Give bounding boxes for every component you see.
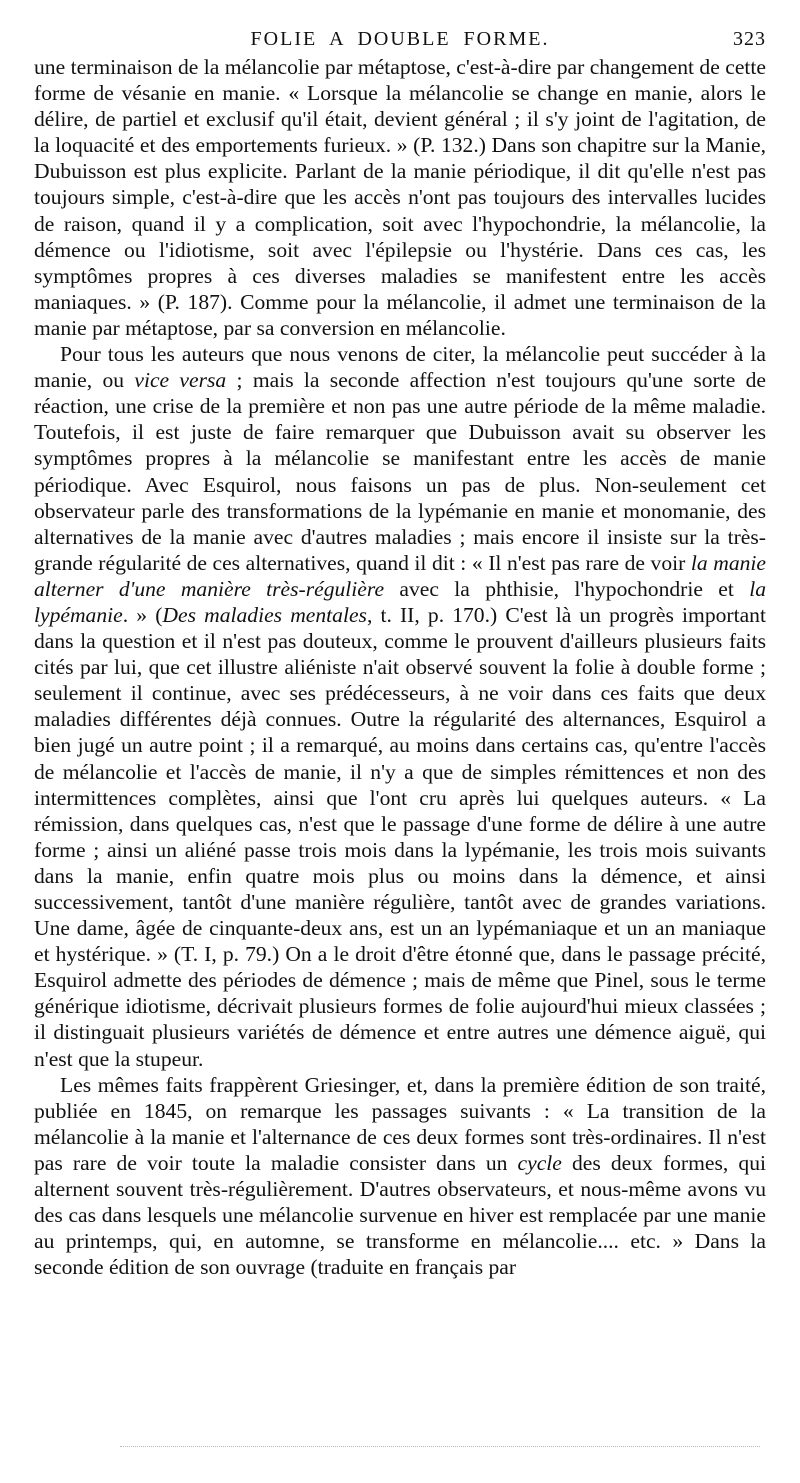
italic-text: cycle <box>517 1150 562 1175</box>
text-run: des deux formes, qui alternent souvent très-régulièrement. D'autres observateurs, et nous-même avons vu des cas dans lesquels une mélancolie survenue en hiver est remplacée par une manie au printemps, qui, en automne, se transforme en mélancolie.... etc. » Dans la seconde édition de son ouvrage (traduite en français par <box>34 1150 767 1280</box>
paragraph <box>34 1072 766 1281</box>
text-run: . » ( <box>122 602 163 627</box>
text-run: Les mêmes faits frappèrent Griesinger, et, dans la première édition de son traité, publiée en 1845, on remarque les passages suivants : « La transition de la mélancolie à la manie et l'alternance de ces deux formes sont très-ordinaires. Il n'est pas rare de voir toute la maladie consister dans un <box>34 1072 766 1175</box>
text-run: Pour tous les auteurs que nous venons de citer, la mélancolie peut succéder à la manie, ou <box>34 342 766 393</box>
paragraph <box>34 54 766 341</box>
page-header <box>34 0 766 54</box>
italic-text: Des maladies mentales <box>162 602 367 627</box>
running-title: FOLIE A DOUBLE FORME. <box>250 28 550 50</box>
italic-text: vice versa <box>134 368 227 393</box>
italic-text: la lypémanie <box>34 576 766 627</box>
text-run: , t. II, p. 170.) C'est là un progrès important dans la question et il n'est pas douteux, comme le prouvent d'ailleurs plusieurs faits cités par lui, que cet illustre aliéniste n'ait observé souvent la folie à double forme ; seulement il continue, avec ses prédécesseurs, à ne voir dans ces faits que deux maladies différentes déjà connues. Outre la régularité des alternances, Esquirol a bien jugé un autre point ; il a remarqué, au moins dans certains cas, qu'entre l'accès de mélancolie et l'accès de manie, il n'y a que de simples rémittences et non des intermittences complètes, ainsi que l'ont cru après lui quelques auteurs. « La rémission, dans quelques cas, n'est que le passage d'une forme de délire à une autre forme ; ainsi un aliéné passe trois mois dans la lypémanie, les trois mois suivants dans la manie, enfin quatre mois plus ou moins dans la démence, et ainsi successivement, tantôt d'une manière régulière, tantôt avec de grandes variations. Une dame, âgée de cinquante-deux ans, est un an lypémaniaque et un an maniaque et hystérique. » (T. I, p. 79.) On a le droit d'être étonné que, dans le passage précité, Esquirol admette des périodes de démence ; mais de même que Pinel, sous le terme générique idiotisme, décrivait plusieurs formes de folie aujourd'hui mieux classées ; il distinguait plusieurs variétés de démence et entre autres une démence aiguë, qui n'est que la stupeur. <box>34 602 766 1071</box>
page-number: 323 <box>733 28 766 50</box>
paragraph <box>34 341 766 1072</box>
text-run: avec la phthisie, l'hypochondrie et <box>384 576 750 601</box>
text-run: une terminaison de la mélancolie par métaptose, c'est-à-dire par changement de cette forme de vésanie en manie. « Lorsque la mélancolie se change en manie, alors le délire, de partiel et exclusif qu'il était, devient général ; il s'y joint de l'agitation, de la loquacité et des emportements furieux. » (P. 132.) Dans son chapitre sur la Manie, Dubuisson est plus explicite. Parlant de la manie périodique, il dit qu'elle n'est pas toujours simple, c'est-à-dire que les accès n'ont pas toujours des intervalles lucides de raison, quand il y a complication, soit avec l'hypochondrie, la mélancolie, la démence ou l'idiotisme, soit avec l'épilepsie ou l'hystérie. Dans ces cas, les symptômes propres à ces diverses maladies se manifestent entre les accès maniaques. » (P. 187). Comme pour la mélancolie, il admet une terminaison de la manie par métaptose, par sa conversion en mélancolie. <box>34 55 766 340</box>
text-run: ; mais la seconde affection n'est toujours qu'une sorte de réaction, une crise de la première et non pas une autre période de la même maladie. Toutefois, il est juste de faire remarquer que Dubuisson avait su observer les symptômes propres à la mélancolie se manifestant entre les accès de manie périodique. Avec Esquirol, nous faisons un pas de plus. Non-seulement cet observateur parle des transformations de la lypémanie en manie et monomanie, des alternatives de la manie avec d'autres maladies ; mais encore il insiste sur la très-grande régularité de ces alternatives, quand il dit : « Il n'est pas rare de voir <box>34 368 766 575</box>
body-text <box>34 54 766 1280</box>
italic-text: la manie alterner d'une manière très-régulière <box>34 550 766 601</box>
footer-smudge-line <box>120 1446 760 1447</box>
